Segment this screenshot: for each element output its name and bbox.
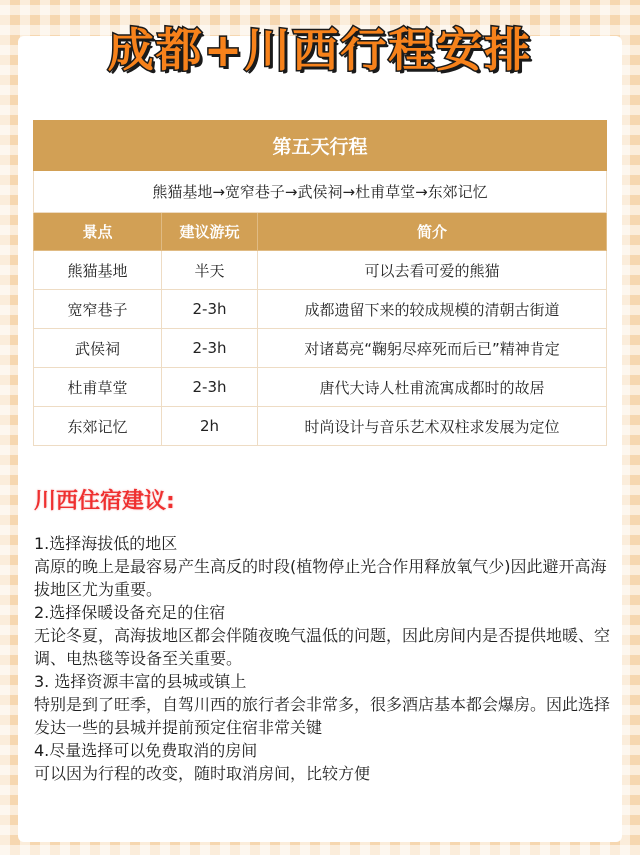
col-header-duration: 建议游玩 — [162, 213, 258, 251]
cell-duration: 2-3h — [162, 329, 258, 368]
table-row — [34, 251, 607, 290]
cell-intro: 成都遗留下来的较成规模的清朝古街道 — [258, 290, 607, 329]
lodging-notes — [34, 532, 610, 785]
note-body: 高原的晚上是最容易产生高反的时段(植物停止光合作用释放氧气少)因此避开高海拔地区尤为重要。 — [34, 557, 607, 599]
table-row — [34, 290, 607, 329]
day-title: 第五天行程 — [34, 121, 607, 171]
cell-spot: 武侯祠 — [34, 329, 162, 368]
cell-intro: 唐代大诗人杜甫流寓成都时的故居 — [258, 368, 607, 407]
note-body: 无论冬夏，高海拔地区都会伴随夜晚气温低的问题，因此房间内是否提供地暖、空调、电热毯等设备至关重要。 — [34, 626, 611, 668]
note-body: 可以因为行程的改变，随时取消房间，比较方便 — [34, 764, 371, 783]
cell-spot: 东郊记忆 — [34, 407, 162, 446]
day-header-row — [34, 121, 607, 171]
cell-duration: 2-3h — [162, 368, 258, 407]
note-body: 特别是到了旺季，自驾川西的旅行者会非常多，很多酒店基本都会爆房。因此选择发达一些的县城并提前预定住宿非常关键 — [34, 695, 611, 737]
note-heading: 1.选择海拔低的地区 — [34, 534, 178, 553]
cell-spot: 熊猫基地 — [34, 251, 162, 290]
cell-duration: 2h — [162, 407, 258, 446]
route-text: 熊猫基地→宽窄巷子→武侯祠→杜甫草堂→东郊记忆 — [34, 171, 607, 213]
col-header-spot: 景点 — [34, 213, 162, 251]
table-row — [34, 329, 607, 368]
table-row — [34, 407, 607, 446]
cell-spot: 杜甫草堂 — [34, 368, 162, 407]
cell-duration: 半天 — [162, 251, 258, 290]
page-title: 成都+川西行程安排 — [107, 23, 533, 77]
cell-duration: 2-3h — [162, 290, 258, 329]
col-header-intro: 简介 — [258, 213, 607, 251]
table-row — [34, 368, 607, 407]
lodging-section-title: 川西住宿建议: — [34, 489, 175, 514]
cell-intro: 可以去看可爱的熊猫 — [258, 251, 607, 290]
cell-intro: 对诸葛亮“鞠躬尽瘁死而后已”精神肯定 — [258, 329, 607, 368]
note-heading: 3. 选择资源丰富的县城或镇上 — [34, 672, 247, 691]
note-heading: 4.尽量选择可以免费取消的房间 — [34, 741, 258, 760]
note-heading: 2.选择保暖设备充足的住宿 — [34, 603, 226, 622]
cell-intro: 时尚设计与音乐艺术双柱求发展为定位 — [258, 407, 607, 446]
cell-spot: 宽窄巷子 — [34, 290, 162, 329]
route-row — [34, 171, 607, 213]
itinerary-table — [33, 120, 607, 446]
column-header-row — [34, 213, 607, 251]
